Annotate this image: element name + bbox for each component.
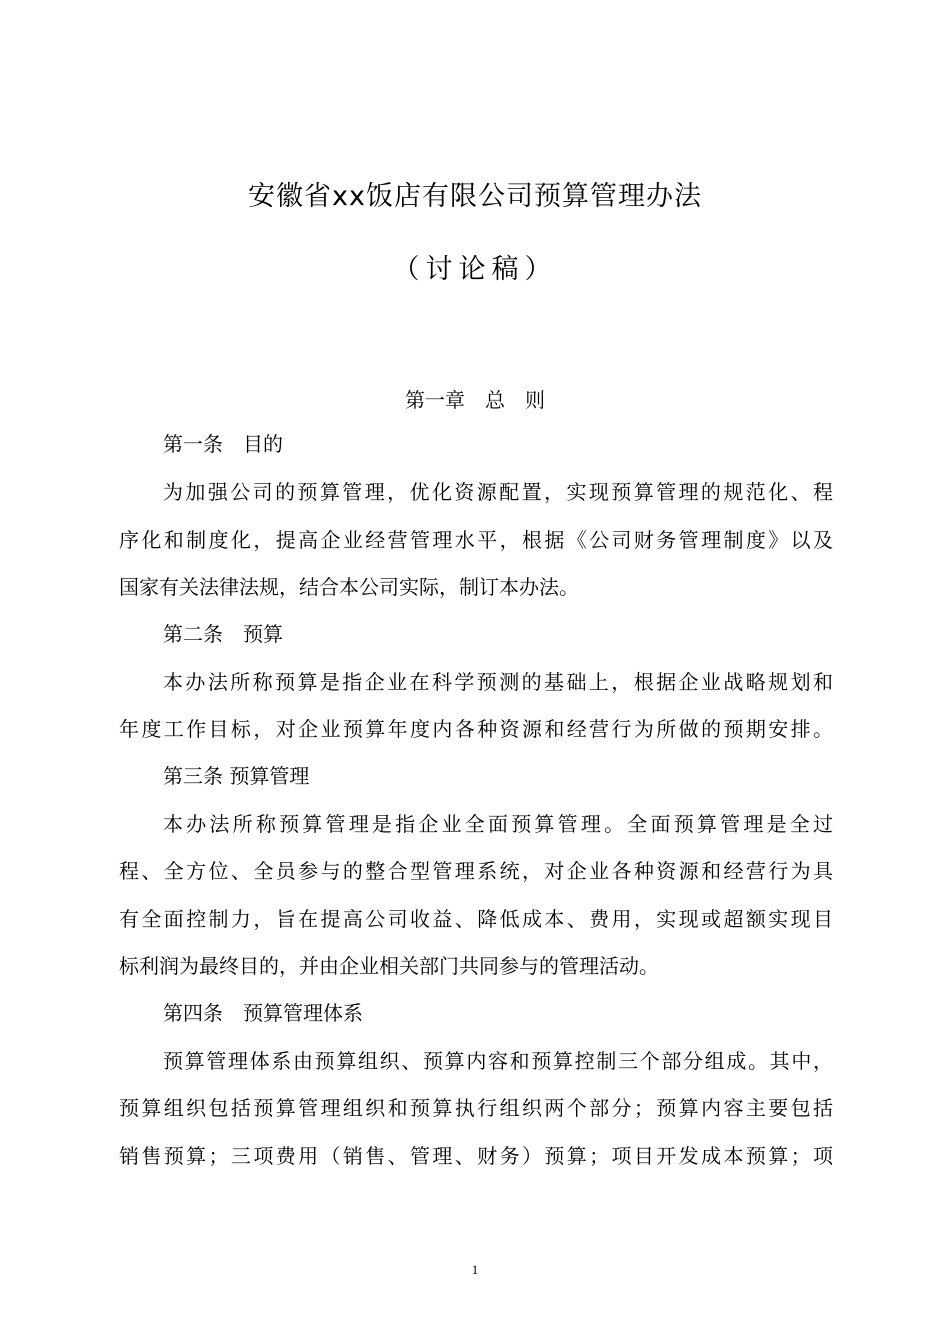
article-1-paragraph-line: 国家有关法律法规，结合本公司实际，制订本办法。	[119, 575, 579, 599]
article-4-paragraph-line: 预算组织包括预算管理组织和预算执行组织两个部分；预算内容主要包括	[119, 1096, 833, 1120]
page-number: 1	[471, 1262, 479, 1277]
article-3-paragraph-line: 本办法所称预算管理是指企业全面预算管理。全面预算管理是全过	[163, 812, 833, 836]
article-3-paragraph-line: 有全面控制力，旨在提高公司收益、降低成本、费用，实现或超额实现目	[119, 907, 833, 931]
article-4-heading: 第四条 预算管理体系	[163, 1001, 363, 1025]
article-3-paragraph-line: 标利润为最终目的，并由企业相关部门共同参与的管理活动。	[119, 954, 659, 978]
article-2-paragraph-line: 本办法所称预算是指企业在科学预测的基础上，根据企业战略规划和	[163, 670, 833, 694]
article-2-heading: 第二条 预算	[163, 622, 283, 646]
article-4-paragraph-line: 销售预算；三项费用（销售、管理、财务）预算；项目开发成本预算；项	[119, 1144, 833, 1168]
article-3-heading: 第三条 预算管理	[163, 764, 310, 788]
document-title: 安徽省xx饭店有限公司预算管理办法	[248, 181, 702, 212]
article-1-paragraph-line: 为加强公司的预算管理，优化资源配置，实现预算管理的规范化、程	[163, 480, 833, 504]
article-3-paragraph-line: 程、全方位、全员参与的整合型管理系统，对企业各种资源和经营行为具	[119, 859, 833, 883]
article-2-paragraph-line: 年度工作目标，对企业预算年度内各种资源和经营行为所做的预期安排。	[119, 717, 833, 741]
article-4-paragraph-line: 预算管理体系由预算组织、预算内容和预算控制三个部分组成。其中，	[163, 1049, 833, 1073]
article-1-paragraph-line: 序化和制度化，提高企业经营管理水平，根据《公司财务管理制度》以及	[119, 528, 833, 552]
document-subtitle: （讨论稿）	[392, 254, 558, 285]
article-1-heading: 第一条 目的	[163, 432, 283, 456]
chapter-heading: 第一章 总 则	[405, 388, 545, 412]
